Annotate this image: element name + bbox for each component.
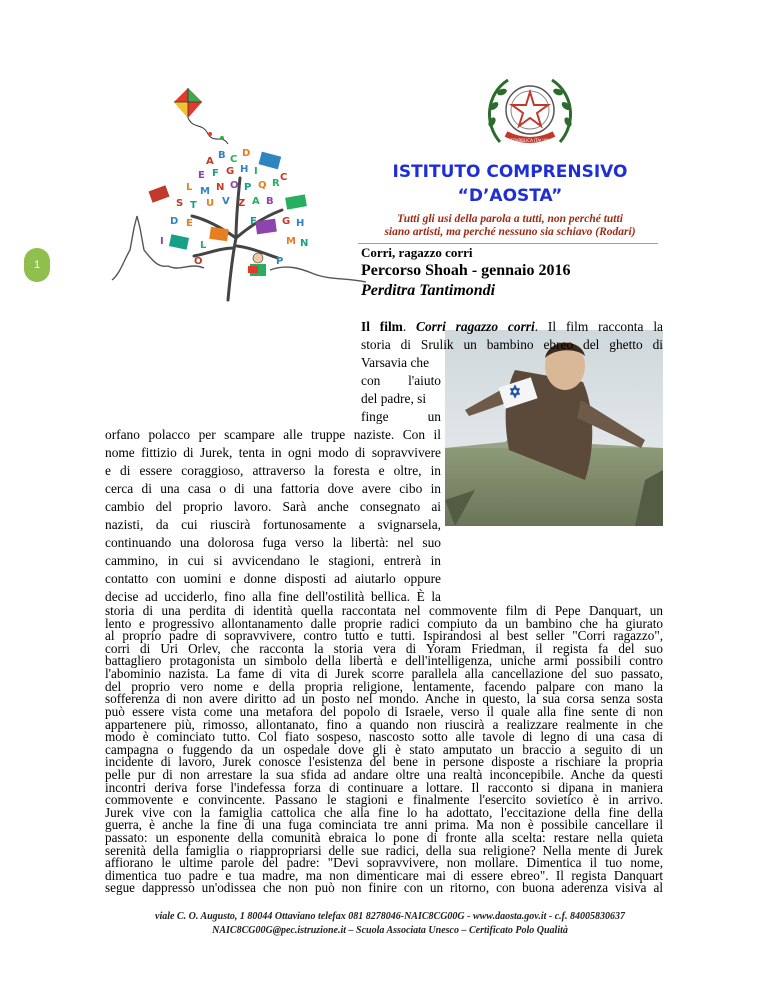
article-line: pelle pur di non arrestare la sua sfida ad andare oltre una realtà inconcepibile. Anche da questi — [105, 766, 663, 782]
article-line: modo è cominciato tutto. Col fiato sospeso, nascosto sotto alle tavole di legno di una casa di — [105, 729, 663, 745]
article-line: incidente di lavoro, Jurek conosce l'esistenza del bene in persone disposte a rischiare la propria — [105, 754, 663, 770]
republic-emblem-icon — [480, 72, 580, 152]
svg-text:C: C — [280, 172, 288, 183]
svg-text:A: A — [206, 156, 214, 167]
page-number-badge: 1 — [24, 248, 50, 282]
svg-text:E: E — [186, 218, 193, 229]
motto-line1: Tutti gli usi della parola a tutti, non perché tutti — [397, 213, 623, 225]
svg-text:H: H — [296, 218, 305, 229]
article-line: del padre, si — [361, 391, 427, 406]
article-line: incontri deriva forse l'indefessa forza di continuare a lottare. Il racconto si dipana in maniera — [105, 779, 663, 795]
article-line: nazisti, da cui riuscirà fortunosamente a svignarsela, — [105, 517, 441, 532]
svg-text:O: O — [230, 180, 239, 191]
film-title: Corri, ragazzo corri — [361, 245, 473, 260]
article-line: cerca di una casa o di una fattoria dove avere cibo in — [105, 481, 441, 496]
svg-text:H: H — [240, 164, 249, 175]
kite-icon — [174, 88, 228, 144]
article-line: può essere vista come una metafora del popolo di Israele, verso il quale alla fine sente di non — [105, 703, 663, 719]
svg-text:V: V — [222, 196, 230, 207]
svg-text:P: P — [276, 256, 284, 267]
article-line: cambio del proprio lavoro. Sarà anche consegnato ai — [105, 499, 441, 514]
article-line: serenità della famiglia o riappropriarsi delle sue radici, della sua religione? Nella mente di Jurek — [105, 842, 663, 858]
svg-text:R: R — [272, 178, 280, 189]
article-line: Varsavia che — [361, 355, 430, 370]
school-logo-tree — [110, 78, 370, 308]
article-line: continuando una dolorosa fuga verso la libertà: nel suo — [105, 535, 441, 550]
svg-text:F: F — [250, 216, 257, 227]
motto-line2: siano artisti, ma perché nessuno sia schiavo (Rodari) — [384, 226, 636, 238]
article-line: del proprio vero nome e della propria religione, lentamente, facendo palpare con mano la — [105, 678, 663, 694]
article-line: con l'aiuto — [361, 373, 441, 388]
article-line: guerra, è anche la fine di una fuga cominciata tre anni prima. Ma non è possibile cancellare il — [105, 817, 663, 833]
article-line: l'abominio nazista. La fame di vita di Jurek scorre parallela alla cancellazione del suo passato, — [105, 666, 663, 681]
article-line: storia di una perdita di identità quella raccontata nel commovente film di Pepe Danquart, un — [105, 603, 663, 618]
school-motto — [352, 213, 668, 239]
article-line: decise ad ucciderlo, fino alla fine dell'ostilità bellica. È la — [105, 589, 441, 604]
intro-label: Il film — [361, 319, 403, 334]
svg-text:Q: Q — [258, 180, 267, 191]
article-line: e di essere coraggioso, attraverso la foresta e oltre, in — [105, 463, 441, 478]
svg-text:REPVBBLICA ITALIANA: REPVBBLICA ITALIANA — [507, 138, 553, 143]
svg-text:C: C — [230, 154, 238, 165]
article-line: affiorano le ultime parole del padre: "Devi sopravvivere, non mollare. Dimentica il tuo nome, — [105, 855, 663, 871]
svg-text:I: I — [254, 166, 258, 177]
article-line: segue dappresso un'odissea che non può non finire con un ritorno, con buona aderenza visiva al — [105, 880, 663, 896]
svg-text:O: O — [194, 256, 203, 267]
article-line: dimentica tuo padre e tua madre, ma non dimenticare mai di essere ebreo". Il regista Danquart — [105, 867, 663, 883]
svg-text:G: G — [282, 216, 291, 227]
film-still-image — [445, 330, 663, 526]
article-line: battagliero protagonista un simbolo della libertà e dell'intelligenza, uniche armi possibili contro — [105, 653, 663, 669]
svg-text:Z: Z — [238, 198, 246, 209]
article-line: campagna o fuggendo da un ospedale dove gli è stato amputato un braccio a seguito di un — [105, 741, 663, 757]
article-line: lento e progressivo allontanamento dalle proprie radici compiuto da un bambino che ha giurato — [105, 615, 663, 631]
article-line: al proprio padre di sopravvivere, contro tutto e tutti. Ispirandosi al best seller "Corri ragazzo", — [105, 628, 663, 644]
school-title — [355, 160, 665, 208]
svg-text:U: U — [206, 198, 215, 209]
article-line: cammino, in cui si avvicendano le stagioni, entrerà in — [105, 553, 441, 568]
svg-text:T: T — [190, 200, 197, 211]
svg-text:M: M — [286, 236, 296, 247]
article-line: corri di Uri Orlev, che racconta la storia vera di Yoram Friedman, il regista fa del suo — [105, 640, 663, 656]
svg-text:B: B — [218, 150, 226, 161]
article-line: appartenere più, rimosso, allontanato, fino a quando non riuscirà a realizzare realmente in che — [105, 716, 663, 732]
svg-text:I: I — [160, 236, 164, 247]
footer-contacts: NAIC8CG00G@pec.istruzione.it – Scuola Associata Unesco – Certificato Polo Qualità — [212, 925, 568, 936]
svg-text:G: G — [226, 166, 235, 177]
course-title: Percorso Shoah - gennaio 2016 — [361, 262, 571, 279]
article-line: Il film. Corri ragazzo corri. Il film racconta la — [361, 319, 663, 334]
svg-text:D: D — [242, 148, 251, 159]
footer-address: viale C. O. Augusto, 1 80044 Ottaviano telefax 081 8278046-NAIC8CG00G - www.daosta.gov.it - c.f. 84005830637 — [155, 911, 625, 922]
article-line: Jurek vive con la famiglia cattolica che alla fine lo ha adottato, l'eccitazione della fine della — [105, 804, 663, 820]
article-line: nome fittizio di Jurek, tenta in ogni modo di sopravvivere — [105, 445, 441, 460]
svg-text:A: A — [252, 196, 260, 207]
article-line: finge un — [361, 409, 441, 424]
svg-text:M: M — [200, 186, 210, 197]
svg-text:B: B — [266, 196, 274, 207]
city-skyline — [112, 216, 366, 282]
svg-text:S: S — [176, 198, 184, 209]
article-line: sofferenza di non avere diritto ad un posto nel mondo. Anche in questo, la sua corsa senza sosta — [105, 691, 663, 707]
footer — [90, 910, 690, 938]
article-line: orfano polacco per scampare alle truppe naziste. Con il — [105, 427, 441, 442]
author-name: Perditra Tantimondi — [361, 282, 496, 299]
svg-text:L: L — [186, 182, 193, 193]
article-line: contatto con uomini e donne disposti ad aiutarlo oppure — [105, 571, 441, 586]
article-line: storia di Srulik un bambino ebreo del ghetto di — [361, 337, 663, 352]
svg-text:F: F — [212, 168, 219, 179]
intro-film-title: Corri ragazzo corri — [416, 319, 535, 334]
svg-text:N: N — [216, 182, 225, 193]
school-title-line1: ISTITUTO COMPRENSIVO — [392, 162, 628, 182]
svg-text:D: D — [170, 216, 179, 227]
article-line: passato: un esponente della comunità ebraica lo pone di fronte alla scelta: restare nella quieta — [105, 830, 663, 845]
svg-text:N: N — [300, 238, 309, 249]
svg-text:L: L — [200, 240, 207, 251]
school-title-line2: “D’AOSTA” — [457, 186, 563, 206]
svg-text:E: E — [198, 170, 205, 181]
svg-text:P: P — [244, 182, 252, 193]
child-reading-icon — [248, 253, 266, 276]
article-line: commovente e convincente. Passano le stagioni e finalmente l'esercito sovietico è in arrivo. — [105, 792, 663, 808]
